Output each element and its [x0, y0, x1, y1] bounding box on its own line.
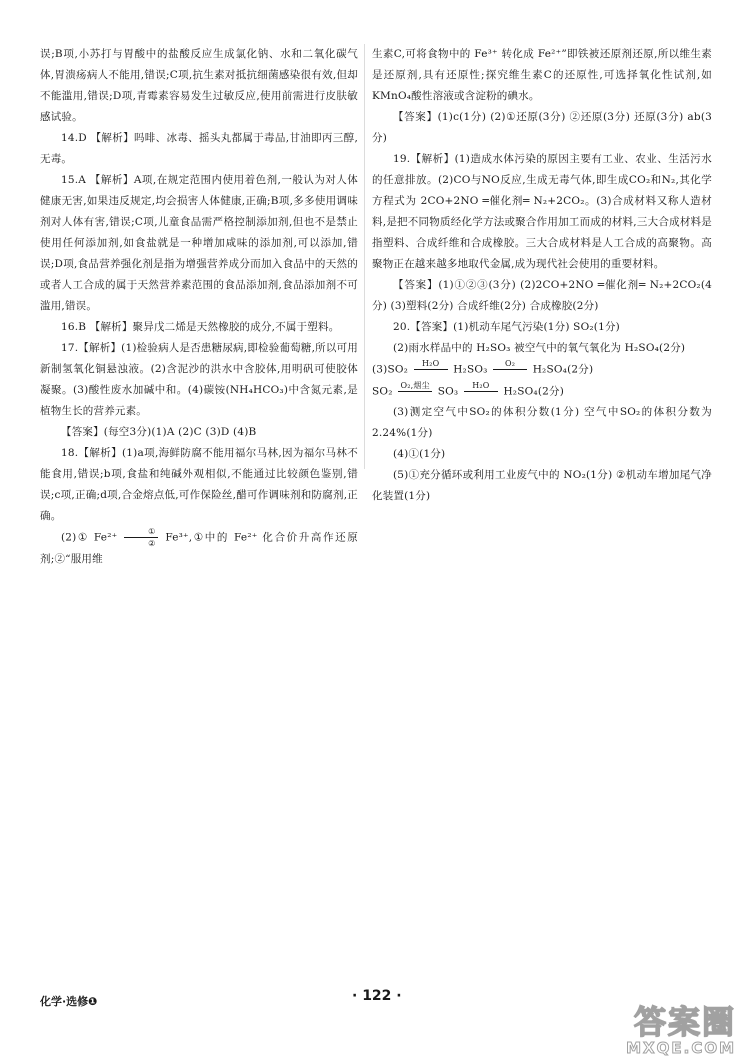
- eq20b-arrow2: [464, 381, 498, 402]
- eq20b-product: H₂SO₄(2分): [503, 385, 564, 397]
- paragraph: 生素C,可将食物中的 Fe³⁺ 转化成 Fe²⁺”即铁被还原剂还原,所以维生素是还原剂,具有还原性;探究维生素C的还原性,可选择氧化性试剂,如KMnO₄酸性溶液或含淀粉的碘水。: [372, 48, 712, 102]
- answer-q20-4: (4)①(1分): [393, 448, 446, 460]
- eq18-under: ②: [148, 539, 156, 548]
- right-column: [372, 44, 712, 507]
- eq20a-reactant: SO₂: [387, 363, 409, 376]
- equation-q20a: [372, 359, 712, 381]
- eq20b-reactant: SO₂: [372, 385, 393, 397]
- answer-q20-2: (2)雨水样品中的 H₂SO₃ 被空气中的氧气氧化为 H₂SO₄(2分): [393, 342, 686, 354]
- arrow-line: [493, 369, 527, 370]
- paragraph-q15: 15.A 【解析】A项,在规定范围内使用着色剂,一般认为对人体健康无害,如果违反规定,均会损害人体健康,正确;B项,多多使用调味剂对人体有害,错误;C项,儿童食品需严格控制添加剂,但也不是禁止使用任何添加剂,如食盐就是一种增加咸味的添加剂,可以添加,错误;D项,食品营养强化剂是指为增强营养成分而加入食品中的天然的或者人工合成的属于天然营养素范围的食品添加剂,食品添加剂不可滥用,错误。: [40, 174, 358, 312]
- arrow-line: [464, 391, 498, 392]
- answer-q18: 【答案】(1)c(1分) (2)①还原(3分) ②还原(3分) 还原(3分) ab(3分): [372, 111, 712, 144]
- eq18-suffix: ,①中的 Fe²⁺ 化合价升高作还原剂;②“服用维: [40, 531, 358, 565]
- eq20a-arrow2: [493, 359, 527, 380]
- paragraph-q17: 17.【解析】(1)检验病人是否患糖尿病,即检验葡萄糖,所以可用新制氢氧化铜悬浊液。(2)含泥沙的洪水中含胶体,用明矾可使胶体凝聚。(3)酸性废水加碱中和。(4)碳铵(NH₄HCO₃)中含氮元素,是植物生长的营养元素。: [40, 342, 358, 417]
- paragraph: 误;B项,小苏打与胃酸中的盐酸反应生成氯化钠、水和二氧化碳气体,胃溃疡病人不能用,错误;C项,抗生素对抵抗细菌感染很有效,但却不能滥用,错误;D项,青霉素容易发生过敏反应,使用前需进行皮肤敏感试验。: [40, 48, 358, 123]
- eq20b-arrow1: [398, 381, 432, 402]
- equation-q20b: [372, 381, 712, 403]
- paragraph-q14: 14.D 【解析】吗啡、冰毒、摇头丸都属于毒品,甘油即丙三醇,无毒。: [40, 132, 358, 165]
- paragraph-q19: 19.【解析】(1)造成水体污染的原因主要有工业、农业、生活污水的任意排放。(2)CO与NO反应,生成无毒气体,即生成CO₂和N₂,其化学方程式为 2CO+2NO ═催化剂═ N₂+2CO₂。(3)合成材料又称人造材料,是把不同物质经化学方法或聚合作用加工而成的材料,三大合成材料是指塑料、合成纤维和合成橡胶。三大合成材料是人工合成的高聚物。高聚物正在越来越多地取代金属,成为现代社会使用的重要材料。: [372, 153, 712, 270]
- eq18-over: ①: [148, 527, 156, 536]
- answer-q20-1: 20.【答案】(1)机动车尾气污染(1分) SO₂(1分): [393, 321, 620, 333]
- watermark-cn: 答案圈: [633, 1003, 736, 1041]
- eq20a-step1: H₂O: [421, 359, 440, 368]
- page-number: · 122 ·: [352, 988, 402, 1004]
- answer-q20-5: (5)①充分循环或利用工业废气中的 NO₂(1分) ②机动车增加尾气净化装置(1分): [372, 469, 712, 502]
- eq18-arrow: [124, 527, 158, 548]
- eq20a-arrow1: [414, 359, 448, 380]
- equation-q18: [40, 527, 358, 570]
- arrow-line: [398, 391, 432, 392]
- eq18-prefix: (2)① Fe²⁺: [61, 531, 118, 544]
- eq20b-step2: H₂O: [472, 380, 490, 390]
- answer-q17: 【答案】(每空3分)(1)A (2)C (3)D (4)B: [61, 426, 257, 438]
- footer-subject: 化学·选修❶: [40, 995, 98, 1008]
- left-column: [40, 44, 358, 570]
- watermark-url: MXQE.COM: [626, 1039, 736, 1057]
- arrow-line: [414, 369, 448, 370]
- paragraph-q18: 18.【解析】(1)a项,海鲜防腐不能用福尔马林,因为福尔马林不能食用,错误;b项,食盐和纯碱外观相似,不能通过比较颜色鉴别,错误;c项,正确;d项,合金熔点低,可作保险丝,醋可作调味剂和防腐剂,正确。: [40, 447, 358, 522]
- arrow-line: [124, 537, 158, 538]
- eq20a-product: H₂SO₄(2分): [532, 363, 594, 376]
- eq18-product: Fe³⁺: [165, 531, 189, 544]
- eq20a-mid: H₂SO₃: [453, 363, 488, 376]
- answer-q20-3: (3)测定空气中SO₂的体积分数(1分) 空气中SO₂的体积分数为2.24%(1分): [372, 406, 712, 439]
- column-divider: [364, 44, 365, 469]
- eq20a-lead: (3): [372, 363, 388, 376]
- eq20b-step1: O₂,烟尘: [400, 380, 430, 390]
- eq20b-mid: SO₃: [437, 385, 459, 397]
- eq20a-step2: O₂: [505, 359, 516, 368]
- paragraph-q16: 16.B 【解析】聚异戊二烯是天然橡胶的成分,不属于塑料。: [61, 321, 340, 333]
- watermark-logo: [626, 1005, 736, 1057]
- answer-q19: 【答案】(1)①②③(3分) (2)2CO+2NO ═催化剂═ N₂+2CO₂(4分) (3)塑料(2分) 合成纤维(2分) 合成橡胶(2分): [372, 279, 712, 312]
